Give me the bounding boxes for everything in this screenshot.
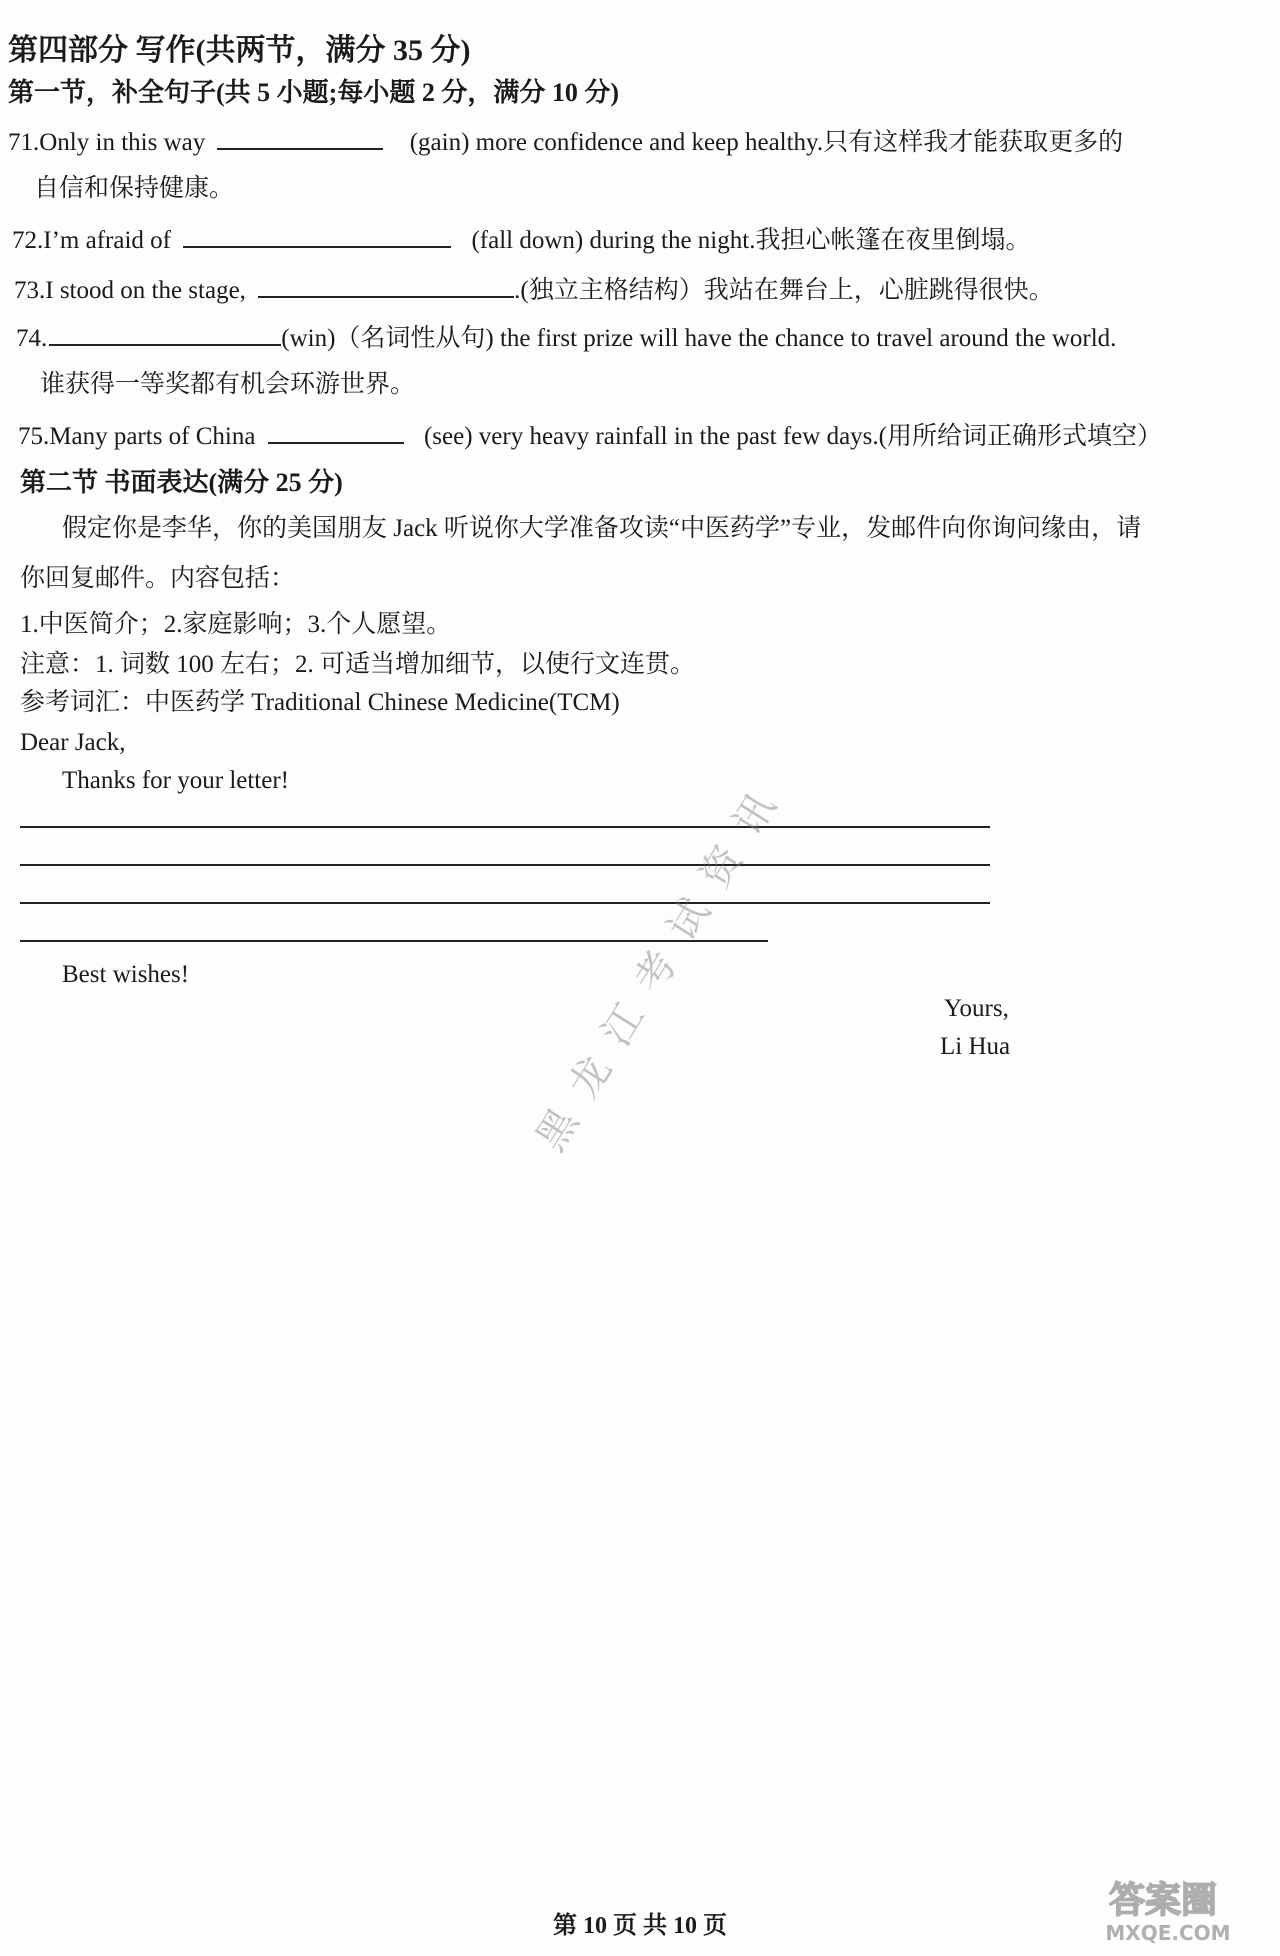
q73-prefix: 73.I stood on the stage, xyxy=(14,277,246,304)
page-footer: 第 10 页 共 10 页 xyxy=(553,1913,727,1939)
writing-line-1 xyxy=(20,826,990,828)
q72-blank xyxy=(183,222,451,248)
q71-blank xyxy=(217,124,383,150)
q75-suffix: (see) very heavy rainfall in the past few days.(用所给词正确形式填空） xyxy=(423,423,1162,450)
writing-line-3 xyxy=(20,902,990,904)
question-72 xyxy=(12,222,1030,258)
task-notes: 注意：1. 词数 100 左右；2. 可适当增加细节，以使行文连贯。 xyxy=(20,651,696,678)
q74-blank xyxy=(49,320,281,346)
q72-suffix: (fall down) during the night.我担心帐篷在夜里倒塌。 xyxy=(471,227,1031,254)
site-logo-icon xyxy=(1068,1868,1268,1948)
question-71 xyxy=(8,124,1123,160)
task-content-points: 1.中医简介；2.家庭影响；3.个人愿望。 xyxy=(20,611,452,638)
svg-text:MXQE.COM: MXQE.COM xyxy=(1105,1921,1231,1945)
q71-prefix: 71.Only in this way xyxy=(8,129,206,156)
q74-suffix: (win)（名词性从句) the first prize will have the chance to travel around the world. xyxy=(281,325,1117,352)
svg-text:答案圈: 答案圈 xyxy=(1108,1880,1218,1921)
q73-blank xyxy=(258,272,514,298)
section1-title: 第一节，补全句子(共 5 小题;每小题 2 分，满分 10 分) xyxy=(8,78,619,107)
reference-vocabulary: 参考词汇：中医药学 Traditional Chinese Medicine(TCM) xyxy=(20,689,620,716)
q74-translation: 谁获得一等奖都有机会环游世界。 xyxy=(40,371,416,398)
letter-closing: Best wishes! xyxy=(62,961,190,988)
q75-prefix: 75.Many parts of China xyxy=(18,423,256,450)
question-75 xyxy=(18,418,1162,454)
question-73 xyxy=(14,272,1054,308)
letter-signoff: Yours, xyxy=(944,995,1009,1022)
watermark: 黑龙江考试资讯 xyxy=(527,766,797,1160)
question-74 xyxy=(16,320,1116,356)
writing-line-2 xyxy=(20,864,990,866)
letter-signature: Li Hua xyxy=(940,1033,1011,1060)
part-title: 第四部分 写作(共两节，满分 35 分) xyxy=(8,34,471,67)
task-paragraph-line2: 你回复邮件。内容包括： xyxy=(20,565,296,592)
q71-suffix: (gain) more confidence and keep healthy.只有这样我才能获取更多的 xyxy=(409,129,1124,156)
task-paragraph-line1: 假定你是李华，你的美国朋友 Jack 听说你大学准备攻读“中医药学”专业，发邮件向你询问缘由，请 xyxy=(62,515,1142,542)
letter-greeting: Dear Jack, xyxy=(20,729,126,756)
q73-suffix: .(独立主格结构）我站在舞台上，心脏跳得很快。 xyxy=(514,277,1054,304)
letter-opening: Thanks for your letter! xyxy=(62,767,290,794)
q72-prefix: 72.I’m afraid of xyxy=(12,227,171,254)
section2-title: 第二节 书面表达(满分 25 分) xyxy=(20,468,343,497)
q71-translation-cont: 自信和保持健康。 xyxy=(34,175,235,202)
q74-prefix: 74. xyxy=(16,325,48,352)
q75-blank xyxy=(268,418,404,444)
